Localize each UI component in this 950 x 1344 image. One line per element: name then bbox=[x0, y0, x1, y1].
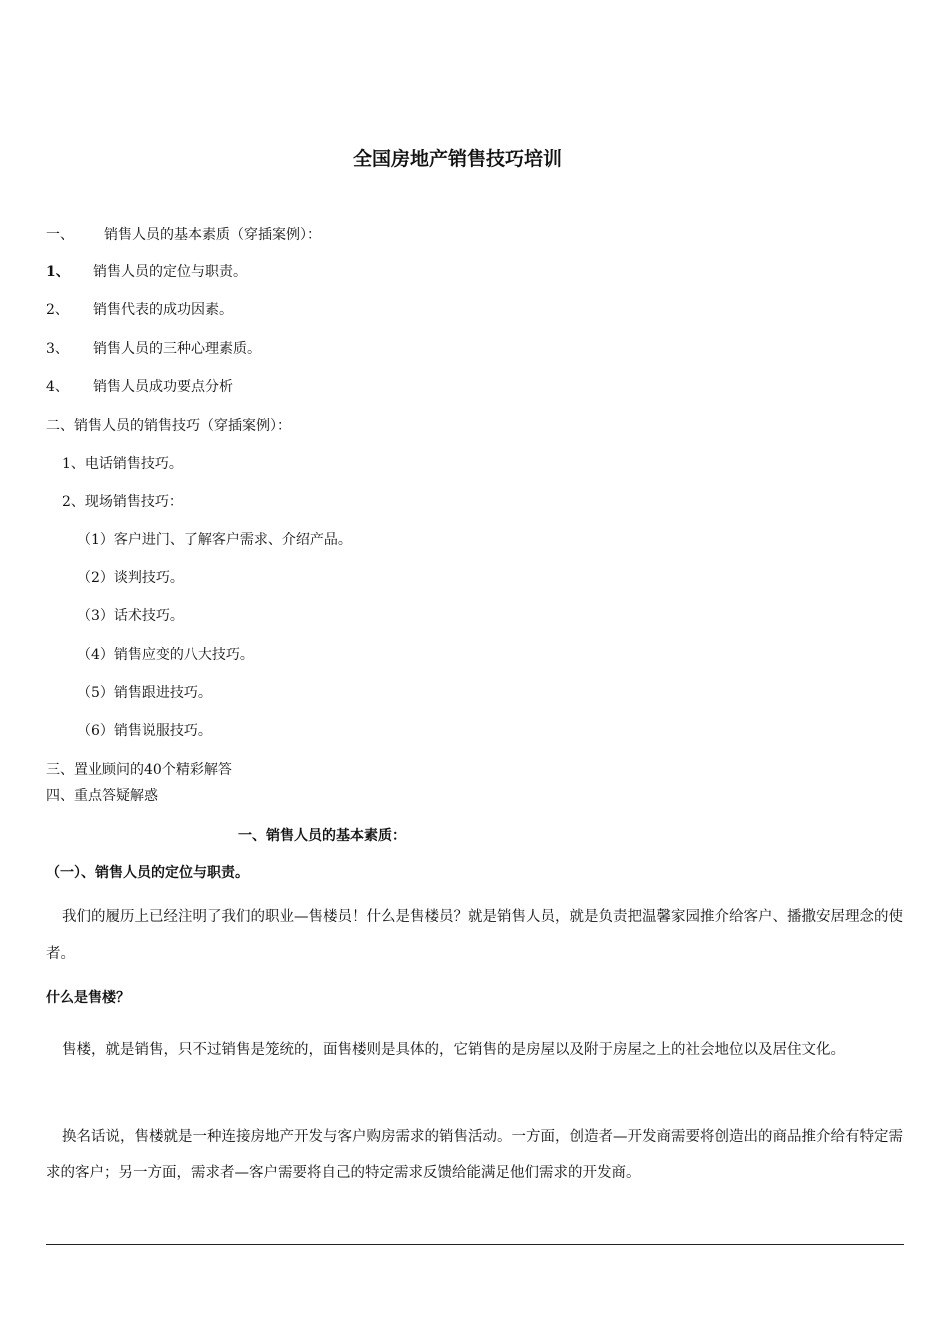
toc-sub-item-4: （4）销售应变的八大技巧。 bbox=[77, 647, 254, 663]
section-heading: 一、销售人员的基本素质： bbox=[238, 828, 406, 844]
toc-sub-item-2: （2）谈判技巧。 bbox=[77, 570, 184, 586]
toc-item-1: 销售人员的定位与职责。 bbox=[93, 264, 247, 280]
sub-heading: （一）、销售人员的定位与职责。 bbox=[46, 865, 249, 881]
paragraph-1: 我们的履历上已经注明了我们的职业—售楼员！什么是售楼员？就是销售人员，就是负责把温馨家园推介给客户、播撒安居理念的使者。 bbox=[46, 909, 903, 962]
toc-item-1-number: 1、 bbox=[46, 264, 70, 280]
toc-item-3-number: 3、 bbox=[46, 341, 69, 357]
toc-section-1: 销售人员的基本素质（穿插案例）： bbox=[104, 227, 321, 243]
toc-item-2-number: 2、 bbox=[46, 302, 69, 318]
toc-item-2: 销售代表的成功因素。 bbox=[93, 302, 233, 318]
toc-sub-item-6: （6）销售说服技巧。 bbox=[77, 723, 212, 739]
document-title: 全国房地产销售技巧培训 bbox=[353, 148, 563, 170]
paragraph-2: 售楼，就是销售，只不过销售是笼统的，面售楼则是具体的，它销售的是房屋以及附于房屋之上的社会地位以及居住文化。 bbox=[62, 1042, 845, 1058]
toc-section-3: 三、置业顾问的40个精彩解答 bbox=[46, 762, 232, 778]
footer-rule bbox=[46, 1244, 904, 1245]
toc-sub-item-3: （3）话术技巧。 bbox=[77, 608, 184, 624]
toc-section-2-item-2: 2、现场销售技巧： bbox=[62, 494, 183, 510]
toc-section-2-item-1: 1、电话销售技巧。 bbox=[62, 456, 183, 472]
toc-item-4-number: 4、 bbox=[46, 379, 69, 395]
paragraph-3: 换名话说，售楼就是一种连接房地产开发与客户购房需求的销售活动。一方面，创造者—开发商需要将创造出的商品推介给有特定需求的客户；另一方面，需求者—客户需要将自己的特定需求反馈给能满足他们需求的开发商。 bbox=[46, 1129, 903, 1181]
toc-section-4: 四、重点答疑解惑 bbox=[46, 788, 158, 804]
toc-section-1-number: 一、 bbox=[46, 227, 74, 243]
toc-sub-item-5: （5）销售跟进技巧。 bbox=[77, 685, 212, 701]
toc-section-2: 二、销售人员的销售技巧（穿插案例）： bbox=[46, 418, 291, 434]
toc-sub-item-1: （1）客户进门、了解客户需求、介绍产品。 bbox=[77, 532, 352, 548]
toc-item-3: 销售人员的三种心理素质。 bbox=[93, 341, 261, 357]
question-heading: 什么是售楼？ bbox=[46, 990, 130, 1006]
toc-item-4: 销售人员成功要点分析 bbox=[93, 379, 233, 395]
